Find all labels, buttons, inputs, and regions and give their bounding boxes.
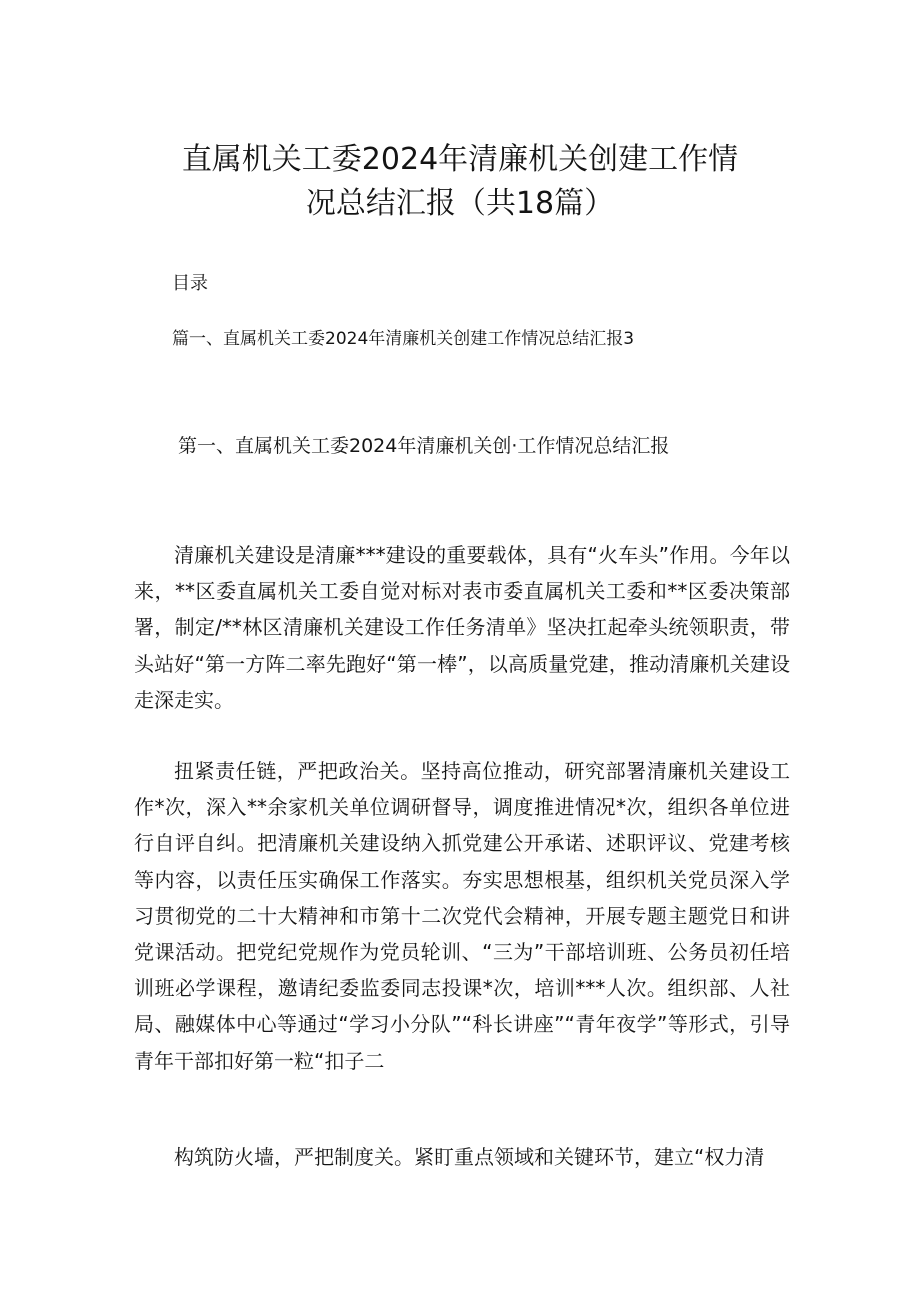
- document-title: [120, 138, 800, 226]
- section-heading: 第一、直属机关工委2024年清廉机关创·工作情况总结汇报: [178, 435, 670, 457]
- toc-heading: 目录: [172, 273, 208, 294]
- toc-entry[interactable]: 篇一、直属机关工委2024年清廉机关创建工作情况总结汇报3: [172, 329, 635, 349]
- title-line-2: 况总结汇报（共18篇）: [305, 186, 615, 221]
- title-line-1: 直属机关工委2024年清廉机关创建工作情: [181, 142, 739, 177]
- body-paragraph: 扭紧责任链，严把政治关。坚持高位推动，研究部署清廉机关建设工作*次，深入**余家机关单位调研督导，调度推进情况*次，组织各单位进行自评自纠。把清廉机关建设纳入抓党建公开承诺、述职评议、党建考核等内容，以责任压实确保工作落实。夯实思想根基，组织机关党员深入学习贯彻党的二十大精神和市第十二次党代会精神，开展专题主题党日和讲党课活动。把党纪党规作为党员轮训、“三为”干部培训班、公务员初任培训班必学课程，邀请纪委监委同志投课*次，培训***人次。组织部、人社局、融媒体中心等通过“学习小分队”“科长讲座”“青年夜学”等形式，引导青年干部扣好第一粒“扣子二: [134, 759, 790, 1073]
- body-paragraph: 清廉机关建设是清廉***建设的重要载体，具有“火车头”作用。今年以来，**区委直属机关工委自觉对标对表市委直属机关工委和**区委决策部署，制定/**林区清廉机关建设工作任务清单》坚决扛起牵头统领职责，带头站好“第一方阵二率先跑好“第一棒”，以高质量党建，推动清廉机关建设走深走实。: [134, 543, 790, 712]
- body-paragraph: 构筑防火墙，严把制度关。紧盯重点领域和关键环节，建立“权力清: [174, 1145, 765, 1169]
